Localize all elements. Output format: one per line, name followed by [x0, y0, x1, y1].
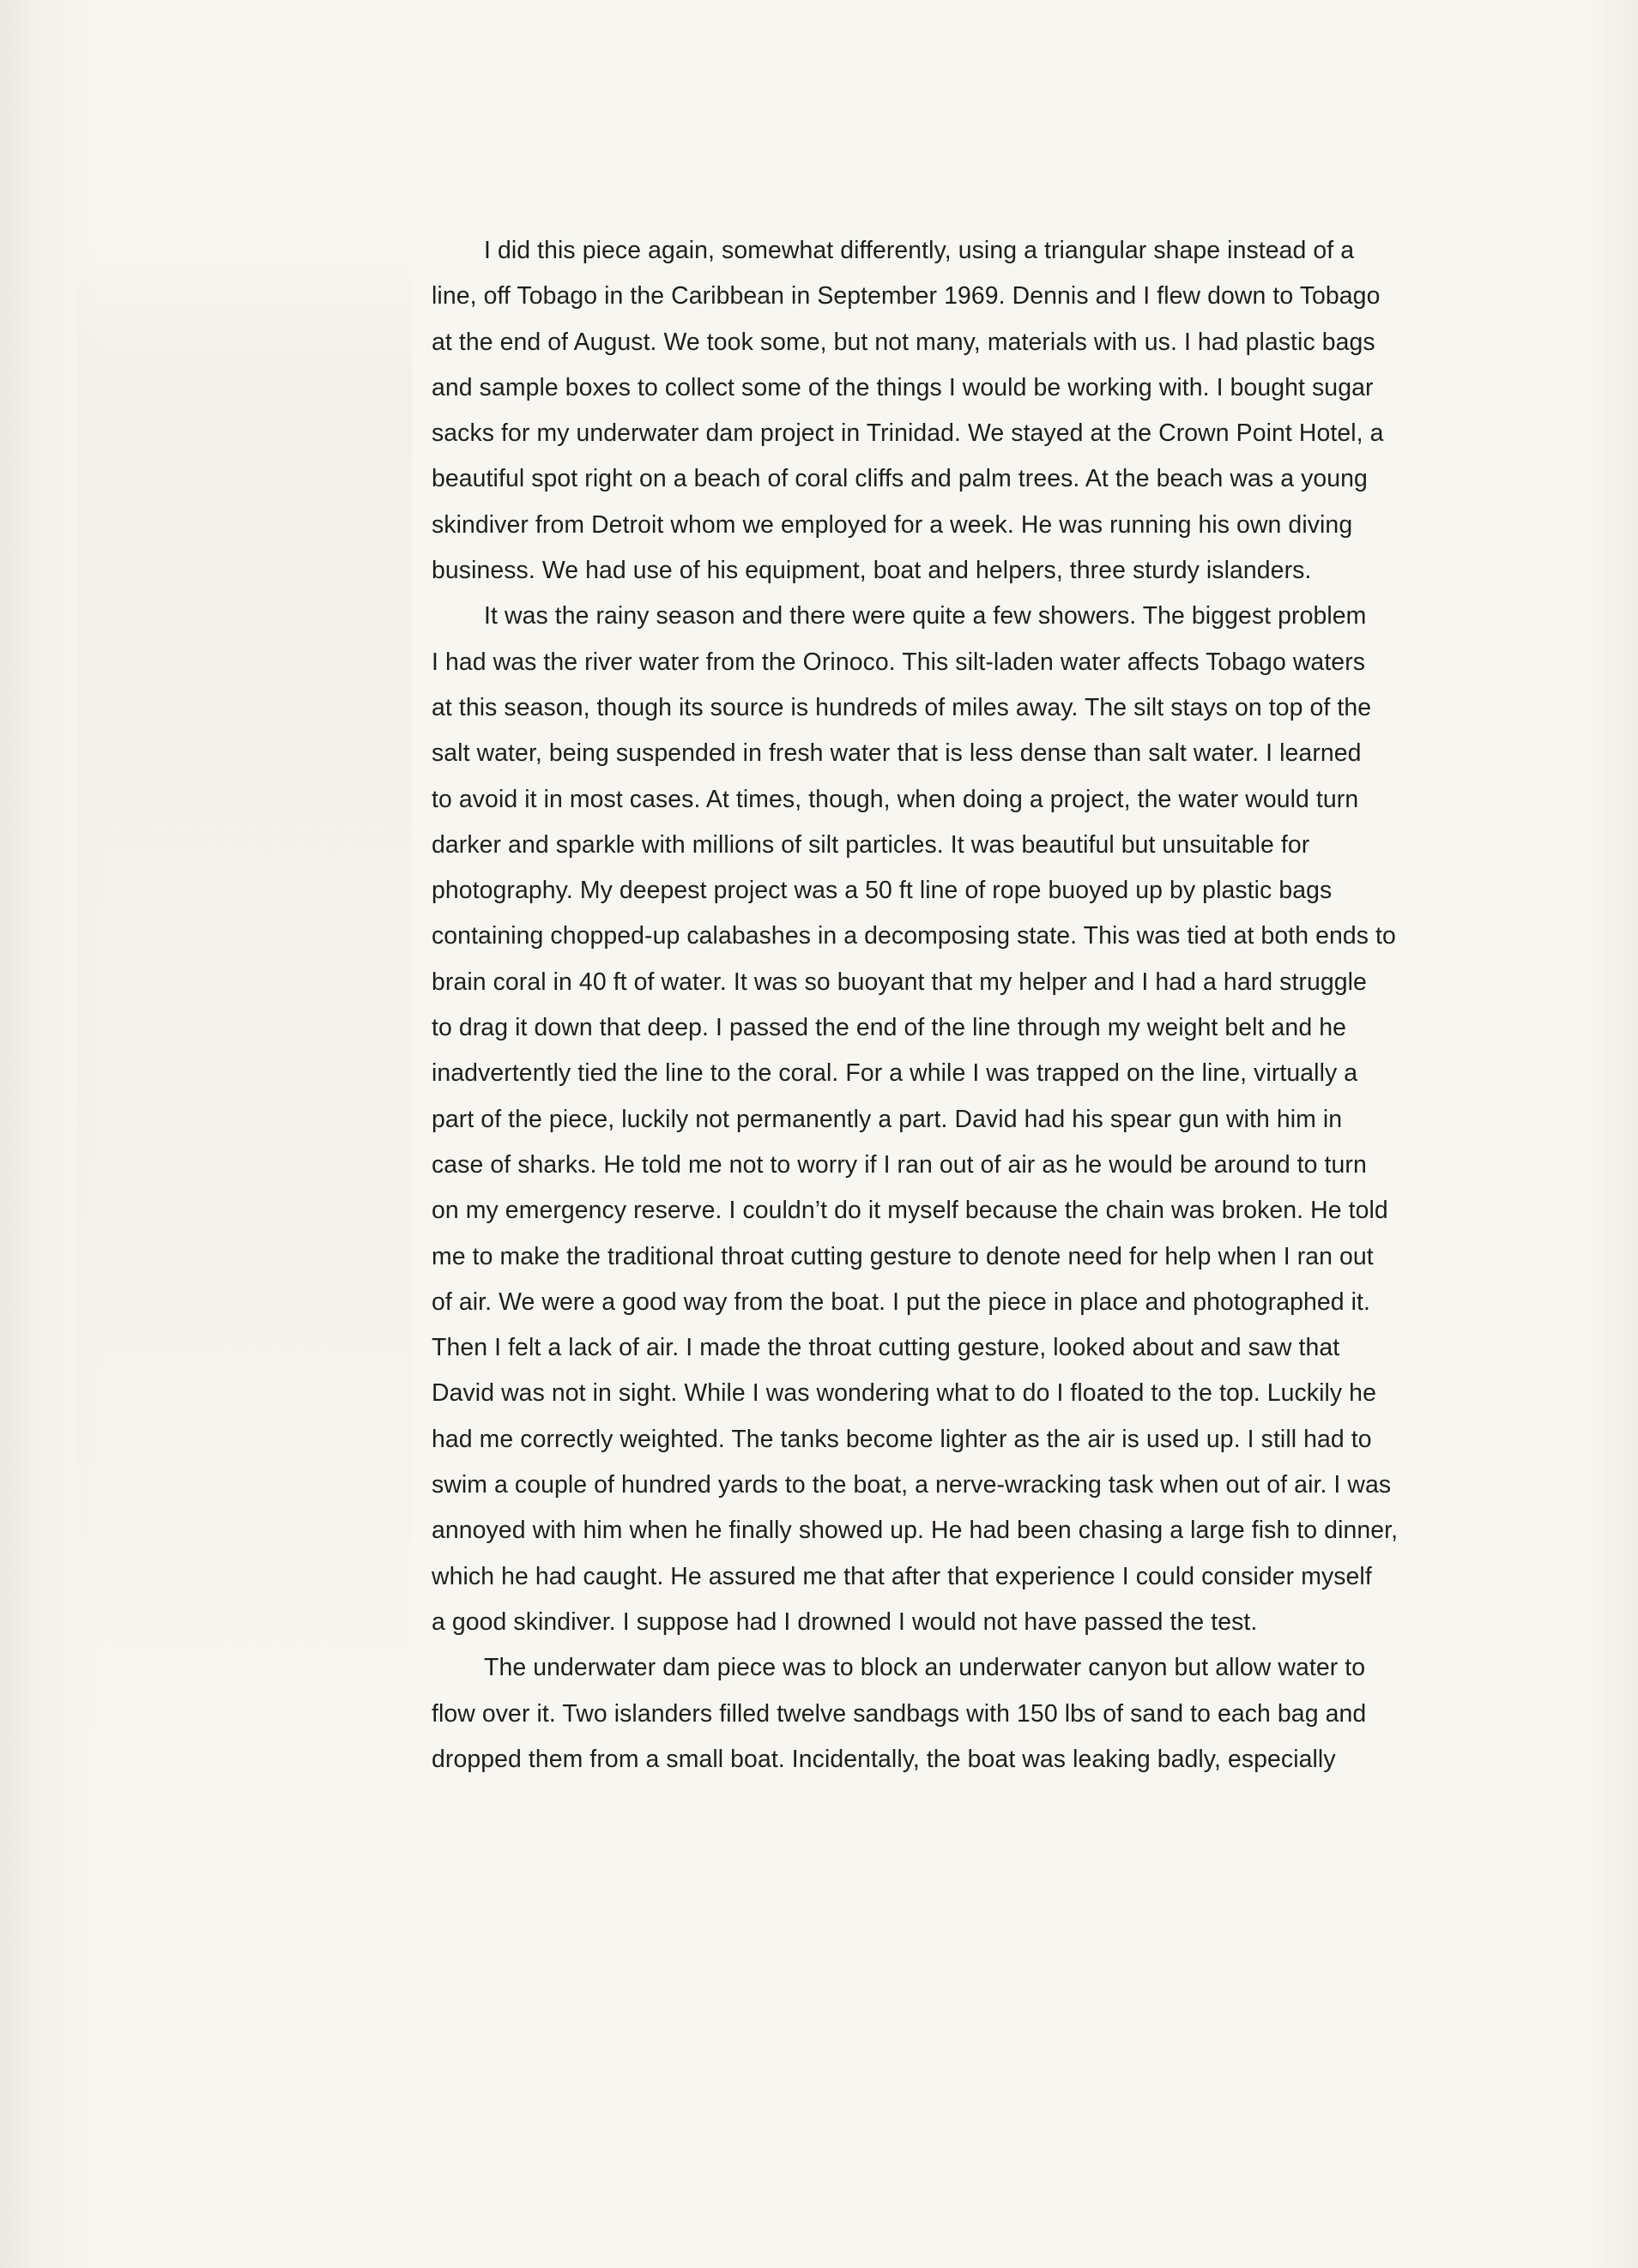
text-line: salt water, being suspended in fresh water that is less dense than salt water. I learned [432, 739, 1362, 768]
text-line: The underwater dam piece was to block an underwater canyon but allow water to [484, 1654, 1366, 1682]
text-line: Then I felt a lack of air. I made the throat cutting gesture, looked about and saw that [432, 1334, 1340, 1362]
text-line: I did this piece again, somewhat differently, using a triangular shape instead of a [484, 237, 1355, 264]
text-line: a good skindiver. I suppose had I drowned I would not have passed the test. [432, 1608, 1258, 1636]
text-line: containing chopped-up calabashes in a decomposing state. This was tied at both ends to [432, 922, 1396, 950]
text-line: brain coral in 40 ft of water. It was so buoyant that my helper and I had a hard struggle [432, 968, 1367, 996]
text-line: sacks for my underwater dam project in Trinidad. We stayed at the Crown Point Hotel, a [432, 419, 1384, 448]
text-line: case of sharks. He told me not to worry if I ran out of air as he would be around to turn [432, 1150, 1367, 1179]
body-text [432, 228, 1496, 1782]
paragraph-1 [432, 228, 1496, 594]
text-line: which he had caught. He assured me that after that experience I could consider myself [432, 1562, 1372, 1590]
text-line: me to make the traditional throat cutting gesture to denote need for help when I ran out [432, 1242, 1374, 1270]
text-line: inadvertently tied the line to the coral. For a while I was trapped on the line, virtually a [432, 1059, 1358, 1088]
text-line: part of the piece, luckily not permanently a part. David had his spear gun with him in [432, 1105, 1343, 1133]
text-line: line, off Tobago in the Caribbean in September 1969. Dennis and I flew down to Tobago [432, 282, 1381, 311]
paragraph-3 [432, 1645, 1496, 1782]
text-line: business. We had use of his equipment, boat and helpers, three sturdy islanders. [432, 557, 1312, 585]
text-line: annoyed with him when he finally showed up. He had been chasing a large fish to dinner, [432, 1517, 1399, 1545]
text-line: to avoid it in most cases. At times, though, when doing a project, the water would turn [432, 785, 1359, 813]
text-line: at this season, though its source is hundreds of miles away. The silt stays on top of the [432, 693, 1372, 721]
text-line: David was not in sight. While I was wondering what to do I floated to the top. Luckily he [432, 1379, 1376, 1408]
text-line: at the end of August. We took some, but not many, materials with us. I had plastic bags [432, 328, 1375, 356]
text-line: beautiful spot right on a beach of coral cliffs and palm trees. At the beach was a young [432, 465, 1368, 493]
text-line: I had was the river water from the Orinoco. This silt-laden water affects Tobago waters [432, 648, 1366, 676]
show-through-shadow [77, 249, 412, 1750]
text-line: flow over it. Two islanders filled twelve sandbags with 150 lbs of sand to each bag and [432, 1699, 1367, 1728]
text-line: dropped them from a small boat. Incidentally, the boat was leaking badly, especially [432, 1745, 1336, 1773]
text-line: skindiver from Detroit whom we employed for a week. He was running his own diving [432, 510, 1353, 539]
text-line: It was the rainy season and there were quite a few showers. The biggest problem [484, 602, 1367, 630]
text-line: photography. My deepest project was a 50 ft line of rope buoyed up by plastic bags [432, 877, 1333, 905]
text-line: on my emergency reserve. I couldn’t do it myself because the chain was broken. He told [432, 1197, 1388, 1225]
text-line: swim a couple of hundred yards to the boat, a nerve-wracking task when out of air. I was [432, 1471, 1392, 1499]
text-line: had me correctly weighted. The tanks become lighter as the air is used up. I still had to [432, 1425, 1372, 1453]
paragraph-2 [432, 594, 1496, 1645]
text-line: of air. We were a good way from the boat. I put the piece in place and photographed it. [432, 1288, 1371, 1316]
text-line: and sample boxes to collect some of the things I would be working with. I bought sugar [432, 373, 1374, 401]
text-line: darker and sparkle with millions of silt particles. It was beautiful but unsuitable for [432, 830, 1310, 859]
text-line: to drag it down that deep. I passed the end of the line through my weight belt and he [432, 1014, 1346, 1042]
